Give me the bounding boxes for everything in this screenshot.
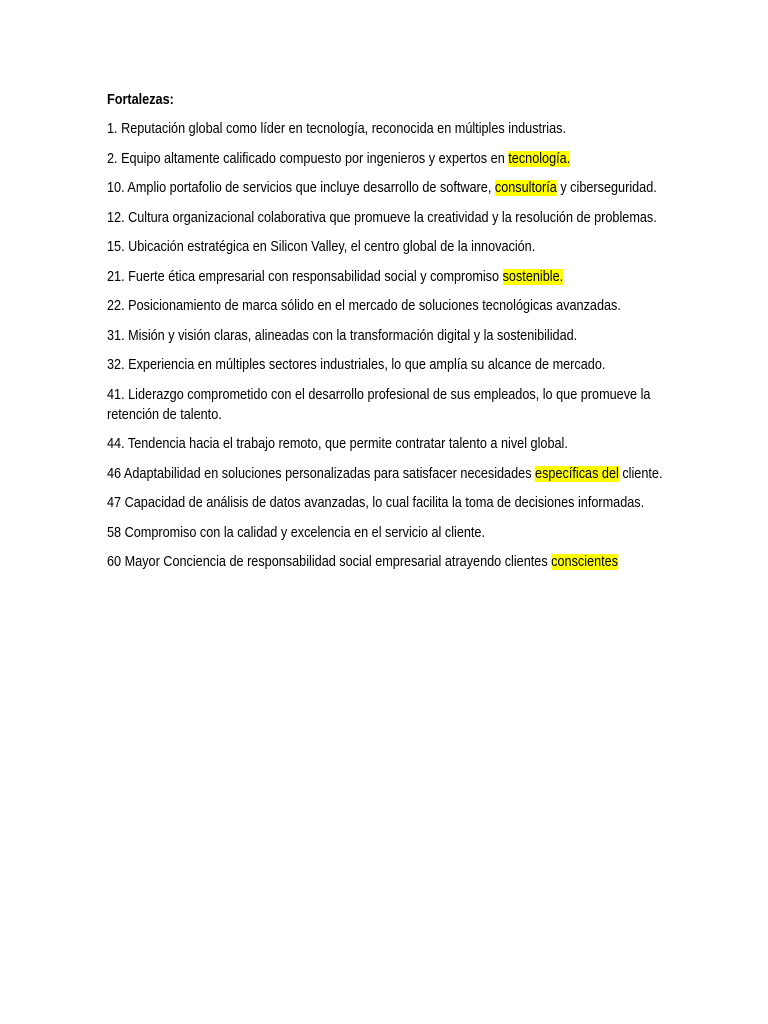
list-item-text: 21. Fuerte ética empresarial con responsabilidad social y compromiso — [107, 268, 503, 285]
highlighted-text: sostenible. — [502, 268, 564, 285]
list-item-text: 2. Equipo altamente calificado compuesto por ingenieros y expertos en — [107, 150, 509, 167]
list-item-text: 15. Ubicación estratégica en Silicon Valley, el centro global de la innovación. — [107, 239, 536, 255]
list-item-text: 46 Adaptabilidad en soluciones personalizadas para satisfacer necesidades — [107, 465, 536, 482]
list-item — [107, 149, 670, 169]
list-item-text: 58 Compromiso con la calidad y excelencia en el servicio al cliente. — [107, 524, 486, 541]
list-item — [107, 523, 670, 543]
list-item — [107, 385, 670, 425]
highlighted-text: tecnología. — [508, 150, 571, 167]
section-heading: Fortalezas: — [107, 92, 174, 108]
list-item-text-after: cliente. — [618, 465, 663, 482]
list-item — [107, 355, 670, 375]
highlighted-text: conscientes — [551, 554, 619, 570]
list-item — [107, 178, 670, 198]
list-item-text: 31. Misión y visión claras, alineadas con la transformación digital y la sostenibilidad. — [107, 327, 578, 344]
list-item-text: 47 Capacidad de análisis de datos avanzadas, lo cual facilita la toma de decisiones informadas. — [107, 495, 645, 511]
list-item — [107, 464, 670, 484]
highlighted-text: consultoría — [494, 180, 557, 196]
list-item-text: 32. Experiencia en múltiples sectores industriales, lo que amplía su alcance de mercado. — [107, 357, 606, 373]
list-item — [107, 326, 670, 346]
list-item — [107, 434, 670, 454]
highlighted-text: específicas del — [535, 465, 619, 482]
list-item-text: 41. Liderazgo comprometido con el desarrollo profesional de sus empleados, lo que promueve la retención de talento. — [107, 386, 651, 423]
list-item-text: 1. Reputación global como líder en tecnología, reconocida en múltiples industrias. — [107, 121, 566, 137]
list-item — [107, 119, 670, 139]
list-item — [107, 493, 670, 513]
list-item-text: 22. Posicionamiento de marca sólido en el mercado de soluciones tecnológicas avanzadas. — [107, 298, 621, 314]
document-body — [107, 90, 670, 582]
list-item-text: 10. Amplio portafolio de servicios que incluye desarrollo de software, — [107, 180, 495, 196]
list-item — [107, 552, 670, 572]
list-item-text: 44. Tendencia hacia el trabajo remoto, que permite contratar talento a nivel global. — [107, 436, 568, 452]
strengths-list — [107, 119, 670, 572]
list-item-text: 12. Cultura organizacional colaborativa que promueve la creatividad y la resolución de problemas. — [107, 209, 657, 226]
list-item — [107, 237, 670, 257]
list-item — [107, 267, 670, 287]
list-item-text: 60 Mayor Conciencia de responsabilidad social empresarial atrayendo clientes — [107, 554, 552, 570]
list-item — [107, 208, 670, 228]
list-item-text-after: y ciberseguridad. — [556, 180, 657, 196]
list-item — [107, 296, 670, 316]
